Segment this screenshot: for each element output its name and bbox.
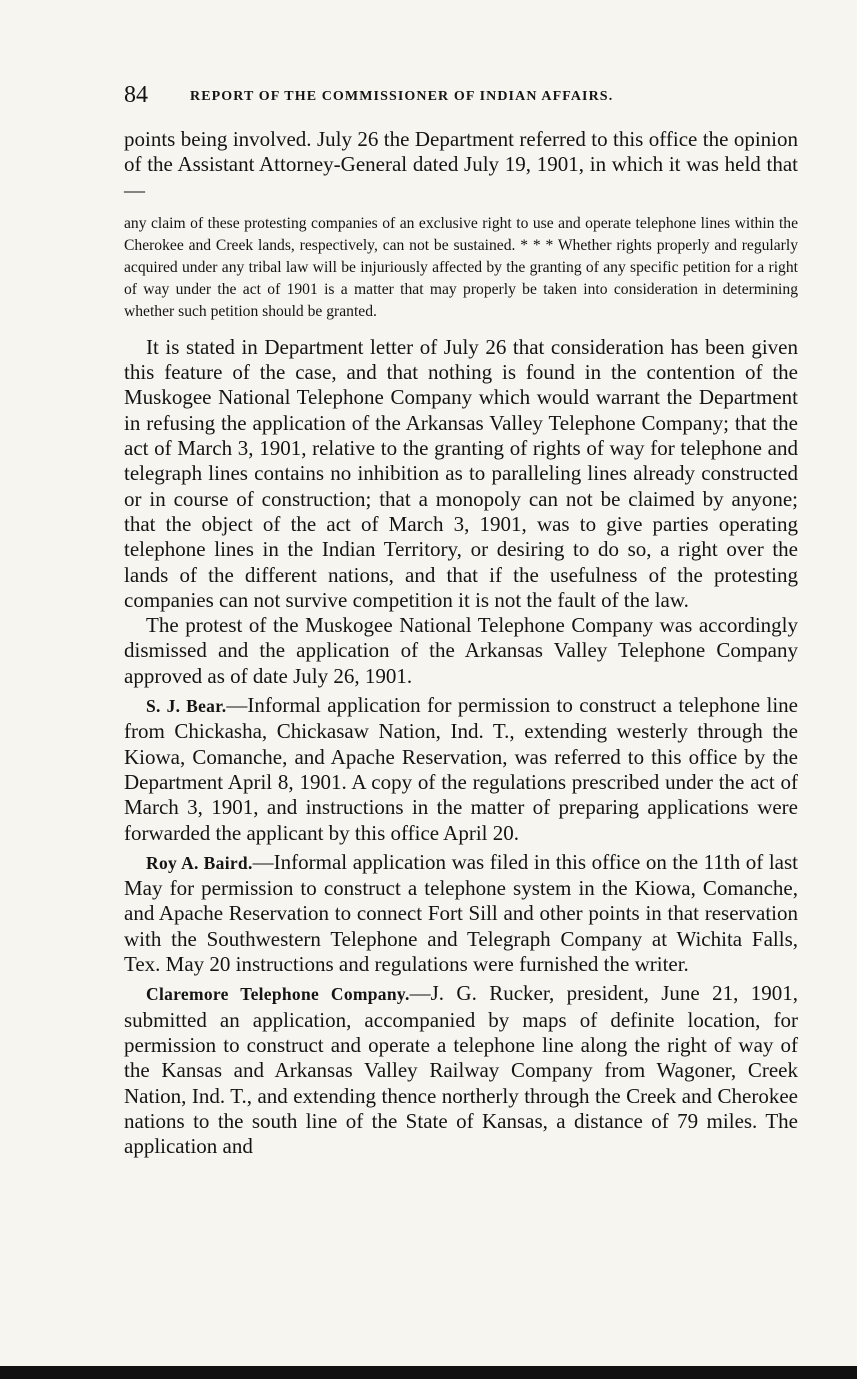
page-header — [124, 78, 798, 112]
entry-text-s-j-bear: —Informal application for permission to construct a telephone line from Chickasha, Chickasaw Nation, Ind. T., extending westerly through the Kiowa, Comanche, and Apache Reservation, was referred to this office by the Department April 8, 1901. A copy of the regulations prescribed under the act of March 3, 1901, and instructions in the matter of preparing applications were forwarded the applicant by this office April 20. — [124, 693, 798, 845]
paragraph-s-j-bear — [124, 693, 798, 846]
body-text — [124, 127, 798, 1159]
entry-name-s-j-bear: S. J. Bear. — [146, 696, 227, 717]
paragraph-roy-a-baird — [124, 850, 798, 977]
paragraph-claremore-telephone — [124, 981, 798, 1159]
lead-paragraph: points being involved. July 26 the Department referred to this office the opinion of the Assistant Attorney-General dated July 19, 1901, in which it was held that— — [124, 127, 798, 202]
entry-text-claremore-telephone: —J. G. Rucker, president, June 21, 1901, submitted an application, accompanied by maps of definite location, for permission to construct and operate a telephone line along the right of way of the Kansas and Arkansas Valley Railway Company from Wagoner, Creek Nation, Ind. T., and extending thence northerly through the Creek and Cherokee nations to the south line of the State of Kansas, a distance of 79 miles. The application and — [124, 981, 798, 1159]
entry-name-roy-a-baird: Roy A. Baird. — [146, 852, 253, 873]
entry-name-claremore-telephone: Claremore Telephone Company. — [146, 984, 410, 1005]
paragraph-protest-dismissed: The protest of the Muskogee National Telephone Company was accordingly dismissed and the application of the Arkansas Valley Telephone Company approved as of date July 26, 1901. — [124, 613, 798, 688]
scan-bottom-edge — [0, 1366, 857, 1379]
block-quote: any claim of these protesting companies of an exclusive right to use and operate telephone lines within the Cherokee and Creek lands, respectively, can not be sustained. * * * Whether rights properly and regularly acquired under any tribal law will be injuriously affected by the granting of any specific petition for a right of way under the act of 1901 is a matter that may properly be taken into consideration in determining whether such petition should be granted. — [124, 214, 798, 320]
running-head: REPORT OF THE COMMISSIONER OF INDIAN AFFAIRS. — [190, 89, 614, 104]
page-number: 84 — [124, 82, 148, 108]
entry-text-roy-a-baird: —Informal application was filed in this office on the 11th of last May for permission to construct a telephone system in the Kiowa, Comanche, and Apache Reservation to connect Fort Sill and other points in that reservation with the Southwestern Telephone and Telegraph Company at Wichita Falls, Tex. May 20 instructions and regulations were furnished the writer. — [124, 849, 798, 977]
paragraph-consideration: It is stated in Department letter of July 26 that consideration has been given this feature of the case, and that nothing is found in the contention of the Muskogee National Telephone Company which would warrant the Department in refusing the application of the Arkansas Valley Telephone Company; that the act of March 3, 1901, relative to the granting of rights of way for telephone and telegraph lines contains no inhibition as to paralleling lines already constructed or in course of construction; that a monopoly can not be claimed by anyone; that the object of the act of March 3, 1901, was to give parties operating telephone lines in the Indian Territory, or desiring to do so, a right over the lands of the different nations, and that if the usefulness of the protesting companies can not survive competition it is not the fault of the law. — [124, 334, 798, 612]
